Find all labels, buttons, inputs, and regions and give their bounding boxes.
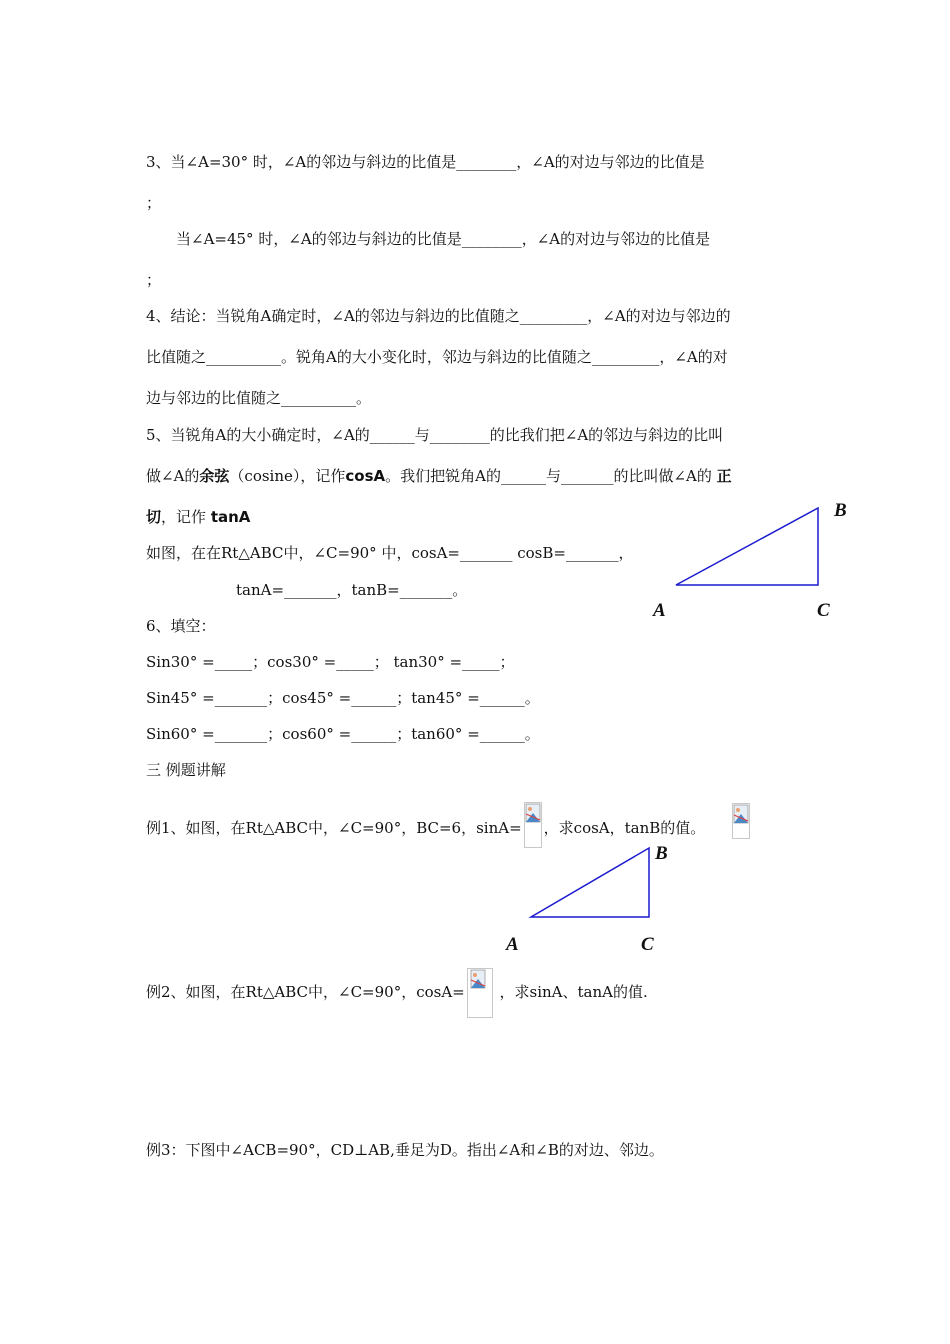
q5-qie-term: 切 — [146, 508, 162, 526]
triangle-1-label-b: B — [834, 500, 847, 521]
triangle-1-label-c: C — [817, 600, 830, 621]
q4-line2: 比值随之__________。锐角A的大小变化时，邻边与斜边的比值随之_________，∠A的对 — [146, 348, 728, 366]
q6-row1: Sin30° =_____；cos30° =_____； tan30° =_____； — [146, 653, 515, 671]
q5-tana-term: tanA — [210, 508, 251, 526]
triangle-1-shape — [676, 508, 818, 585]
example2-text-b: ，求sinA、tanA的值. — [499, 983, 648, 1001]
triangle-2-label-b: B — [655, 843, 668, 864]
broken-image-icon — [467, 968, 493, 1018]
q6-row2: Sin45° =_______；cos45° =______；tan45° =______。 — [146, 689, 540, 707]
q5-line2 — [146, 466, 732, 486]
q4-line3: 边与邻边的比值随之__________。 — [146, 389, 372, 407]
example3-line: 例3：下图中∠ACB=90°，CD⊥AB,垂足为D。指出∠A和∠B的对边、邻边。 — [146, 1141, 664, 1159]
q5-cosa-term: cosA — [345, 467, 386, 485]
q3-line2: 当∠A=45° 时，∠A的邻边与斜边的比值是________，∠A的对边与邻边的比值是 — [176, 230, 711, 248]
example1-text-a: 例1、如图，在Rt△ABC中，∠C=90°，BC=6，sinA= — [146, 819, 522, 837]
example2-line — [146, 968, 648, 1018]
triangle-figure-1 — [670, 500, 830, 595]
q5-line3 — [146, 507, 250, 527]
q5-line1: 5、当锐角A的大小确定时，∠A的______与________的比我们把∠A的邻边与斜边的比叫 — [146, 426, 724, 444]
q5-line2-b: （cosine），记作 — [229, 467, 346, 485]
q4-line1: 4、结论：当锐角A确定时，∠A的邻边与斜边的比值随之_________，∠A的对边与邻边的 — [146, 307, 731, 325]
q5-line3-rest: ，记作 — [161, 508, 207, 526]
q5-zheng-term: 正 — [716, 467, 732, 485]
broken-image-icon — [732, 803, 750, 839]
q5-figure-line2: tanA=_______，tanB=_______。 — [236, 581, 468, 599]
q3-semicolon2: ； — [146, 271, 162, 289]
triangle-2-label-a: A — [506, 934, 519, 955]
triangle-2-shape — [531, 848, 649, 917]
example1-text-b: ，求cosA，tanB的值。 — [543, 819, 706, 837]
q3-line1: 3、当∠A=30° 时，∠A的邻边与斜边的比值是________，∠A的对边与邻边的比值是 — [146, 153, 705, 171]
q5-figure-line: 如图，在在Rt△ABC中，∠C=90° 中，cosA=_______ cosB=_______， — [146, 544, 634, 562]
q5-line2-c: 。我们把锐角A的______与_______的比叫做∠A的 — [385, 467, 712, 485]
triangle-2-label-c: C — [641, 934, 654, 955]
example2-text-a: 例2、如图，在Rt△ABC中，∠C=90°，cosA= — [146, 983, 465, 1001]
q5-cosine-term: 余弦 — [199, 467, 230, 485]
q6-title: 6、填空： — [146, 617, 216, 635]
q5-line2-a: 做∠A的 — [146, 467, 200, 485]
q6-row3: Sin60° =_______；cos60° =______；tan60° =______。 — [146, 725, 540, 743]
triangle-figure-2 — [525, 840, 665, 925]
triangle-1-label-a: A — [653, 600, 666, 621]
q3-semicolon1: ； — [146, 194, 162, 212]
section3-title: 三 例题讲解 — [146, 761, 226, 779]
